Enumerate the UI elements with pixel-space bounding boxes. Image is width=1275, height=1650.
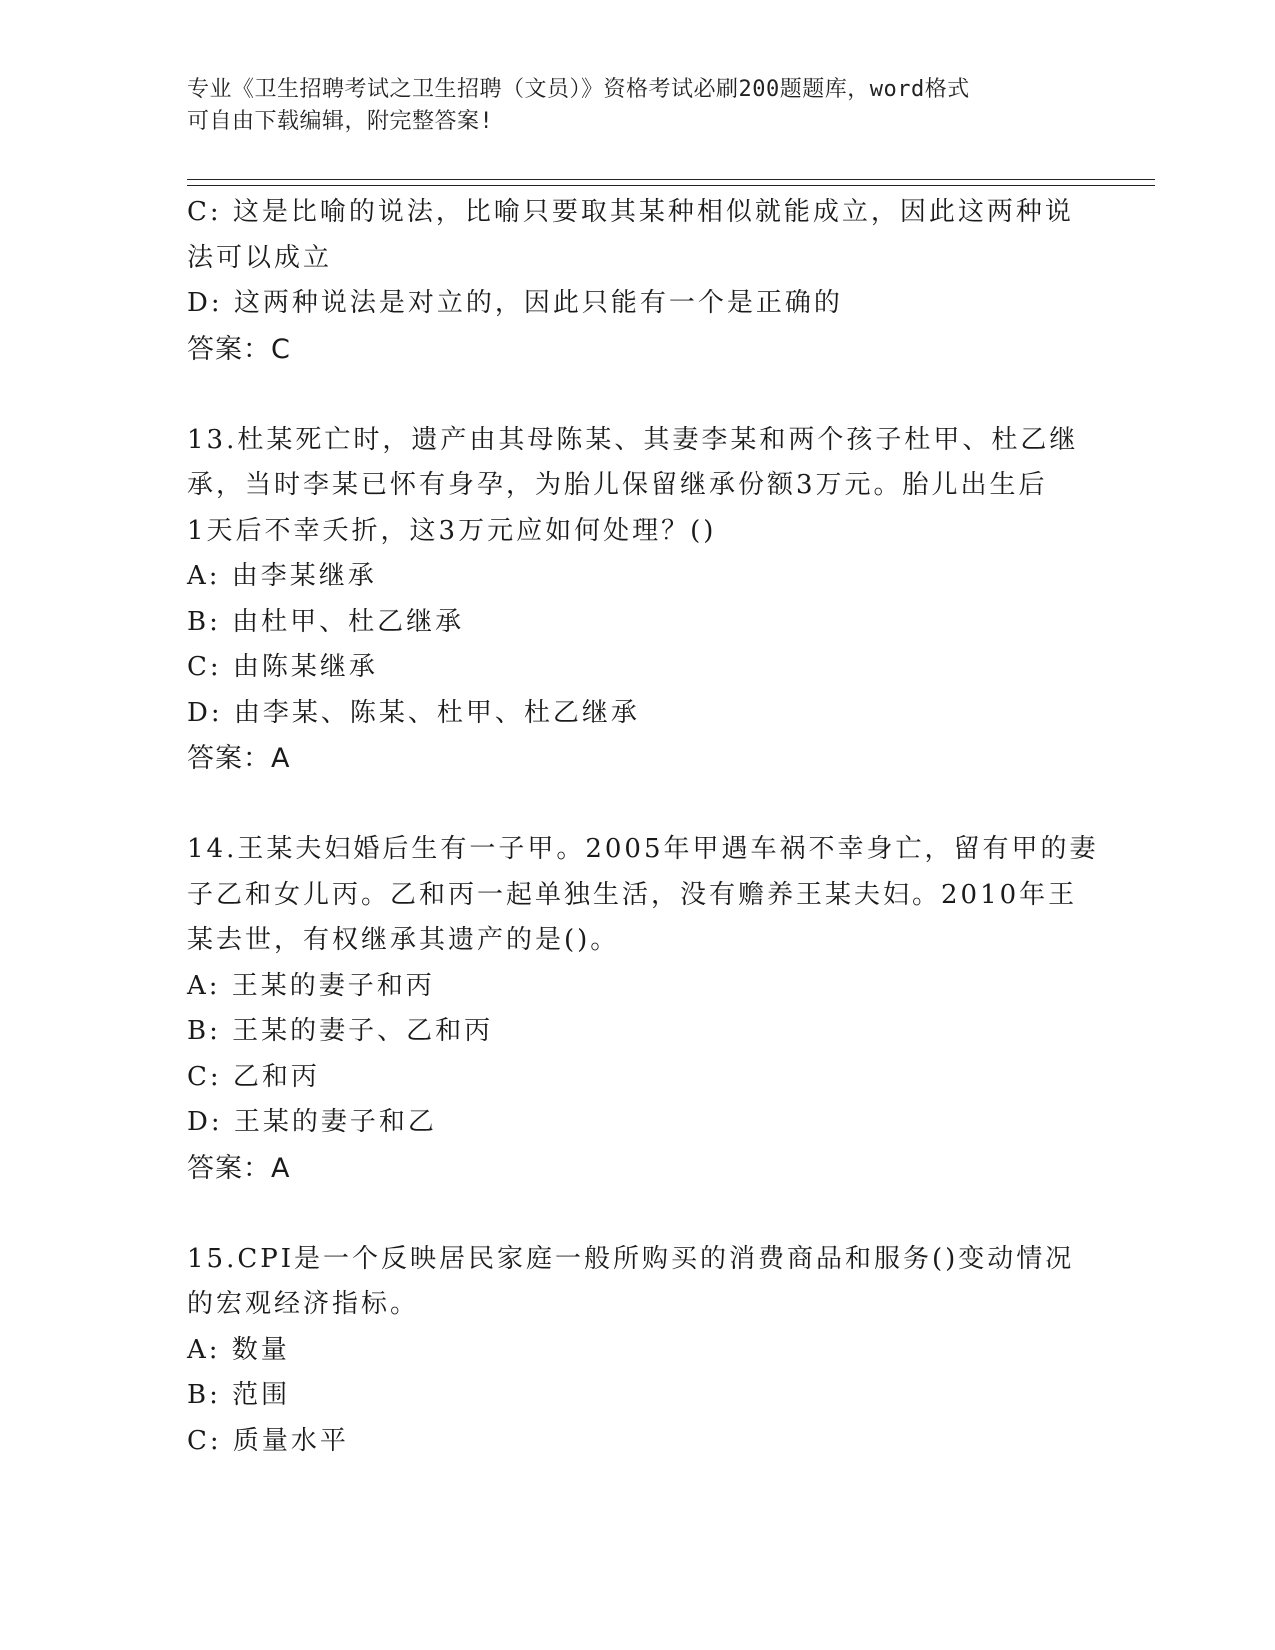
header-rule-bottom bbox=[187, 185, 1155, 186]
spacer bbox=[187, 782, 1087, 828]
question-content bbox=[187, 190, 1099, 1464]
option-a: A: 王某的妻子和丙 bbox=[187, 970, 435, 1001]
option-b: B: 王某的妻子、乙和丙 bbox=[187, 1016, 494, 1046]
option-c: C: 乙和丙 bbox=[187, 1061, 320, 1092]
option-b: B: 由杜甲、杜乙继承 bbox=[187, 606, 465, 637]
document-header bbox=[187, 74, 1067, 138]
option-d: D: 这两种说法是对立的，因此只能有一个是正确的 bbox=[187, 288, 843, 318]
option-c: C: 质量水平 bbox=[187, 1425, 349, 1456]
option-c: C: 由陈某继承 bbox=[187, 652, 378, 682]
option-b: B: 范围 bbox=[187, 1380, 291, 1410]
header-line-1: 专业《卫生招聘考试之卫生招聘（文员）》资格考试必刷200题题库，word格式 bbox=[187, 77, 970, 102]
question-stem: 的宏观经济指标。 bbox=[187, 1289, 420, 1319]
option-a: A: 数量 bbox=[187, 1334, 290, 1365]
option-d: D: 由李某、陈某、杜甲、杜乙继承 bbox=[187, 697, 640, 728]
question-14 bbox=[187, 827, 1099, 1191]
question-12-continued bbox=[187, 190, 1087, 372]
question-13 bbox=[187, 418, 1087, 782]
option-d: D: 王某的妻子和乙 bbox=[187, 1107, 437, 1137]
question-stem: 1天后不幸夭折，这3万元应如何处理？() bbox=[187, 515, 717, 546]
answer: 答案：A bbox=[187, 743, 291, 774]
question-stem: 15.CPI是一个反映居民家庭一般所购买的消费商品和服务()变动情况 bbox=[187, 1243, 1075, 1274]
header-rule-top bbox=[187, 179, 1155, 180]
spacer bbox=[187, 372, 1087, 418]
question-stem: 某去世，有权继承其遗产的是()。 bbox=[187, 925, 620, 955]
question-stem: 承，当时李某已怀有身孕，为胎儿保留继承份额3万元。胎儿出生后 bbox=[187, 470, 1048, 500]
question-stem: 13.杜某死亡时，遗产由其母陈某、其妻李某和两个孩子杜甲、杜乙继 bbox=[187, 424, 1079, 455]
option-a: A: 由李某继承 bbox=[187, 561, 377, 591]
option-c: C: 这是比喻的说法，比喻只要取其某种相似就能成立，因此这两种说 bbox=[187, 197, 1074, 227]
option-c-cont: 法可以成立 bbox=[187, 242, 333, 273]
spacer bbox=[187, 1191, 1087, 1237]
answer: 答案：C bbox=[187, 333, 291, 365]
answer: 答案：A bbox=[187, 1152, 291, 1184]
question-stem: 子乙和女儿丙。乙和丙一起单独生活，没有赡养王某夫妇。2010年王 bbox=[187, 879, 1078, 910]
header-line-2: 可自由下载编辑，附完整答案! bbox=[187, 109, 494, 134]
question-stem: 14.王某夫妇婚后生有一子甲。2005年甲遇车祸不幸身亡，留有甲的妻 bbox=[187, 834, 1099, 864]
question-15 bbox=[187, 1237, 1087, 1465]
